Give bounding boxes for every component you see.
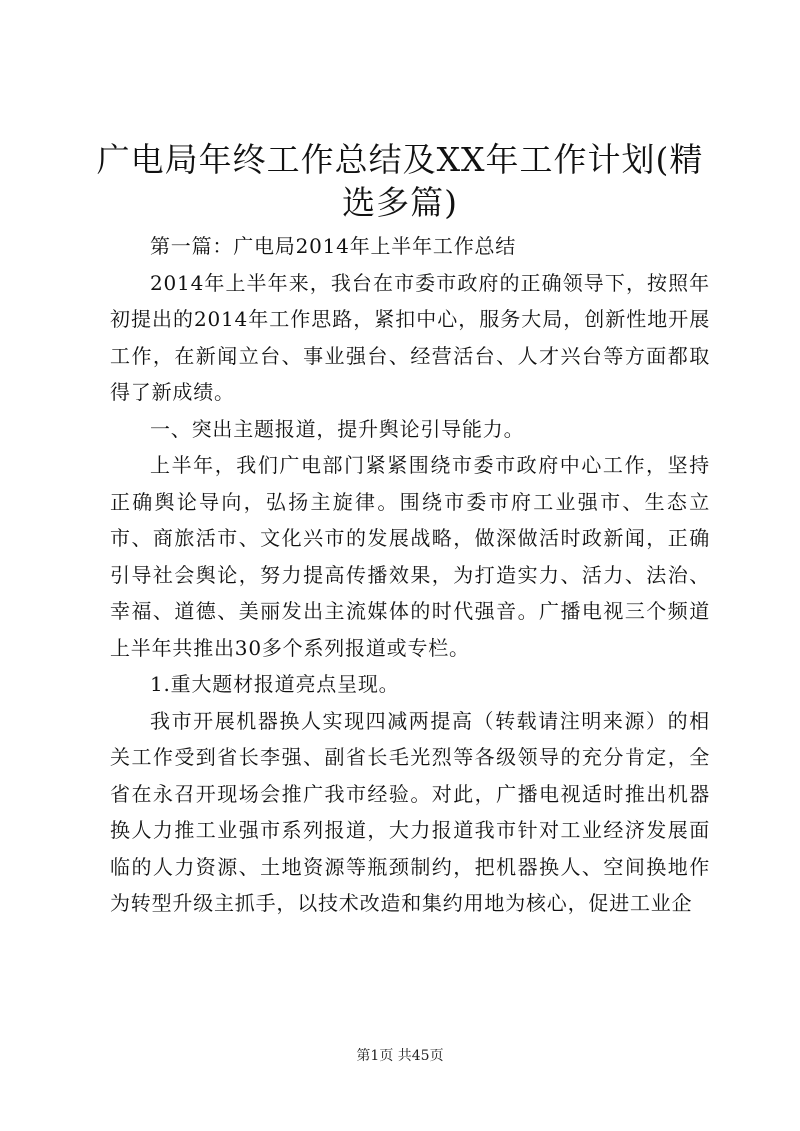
document-body [110,228,710,922]
paragraph: 上半年，我们广电部门紧紧围绕市委市政府中心工作，坚持正确舆论导向，弘扬主旋律。围绕市委市府工业强市、生态立市、商旅活市、文化兴市的发展战略，做深做活时政新闻，正确引导社会舆论，努力提高传播效果，为打造实力、活力、法治、幸福、道德、美丽发出主流媒体的时代强音。广播电视三个频道上半年共推出30多个系列报道或专栏。 [110,453,710,660]
subsection-heading: 1.重大题材报道亮点呈现。 [150,672,400,696]
paragraph: 2014年上半年来，我台在市委市政府的正确领导下，按照年初提出的2014年工作思路，紧扣中心，服务大局，创新性地开展工作，在新闻立台、事业强台、经营活台、人才兴台等方面都取得了新成绩。 [110,270,710,404]
page-number-footer: 第1页 共45页 [356,1048,444,1064]
section-heading: 第一篇：广电局2014年上半年工作总结 [150,234,517,258]
document-title: 广电局年终工作总结及XX年工作计划(精选多篇) [96,140,704,222]
subsection-heading: 一、突出主题报道，提升舆论引导能力。 [150,416,525,441]
paragraph: 我市开展机器换人实现四减两提高（转载请注明来源）的相关工作受到省长李强、副省长毛光烈等各级领导的充分肯定，全省在永召开现场会推广我市经验。对此，广播电视适时推出机器换人力推工业强市系列报道，大力报道我市针对工业经济发展面临的人力资源、土地资源等瓶颈制约，把机器换人、空间换地作为转型升级主抓手，以技术改造和集约用地为核心，促进工业企 [110,708,710,915]
